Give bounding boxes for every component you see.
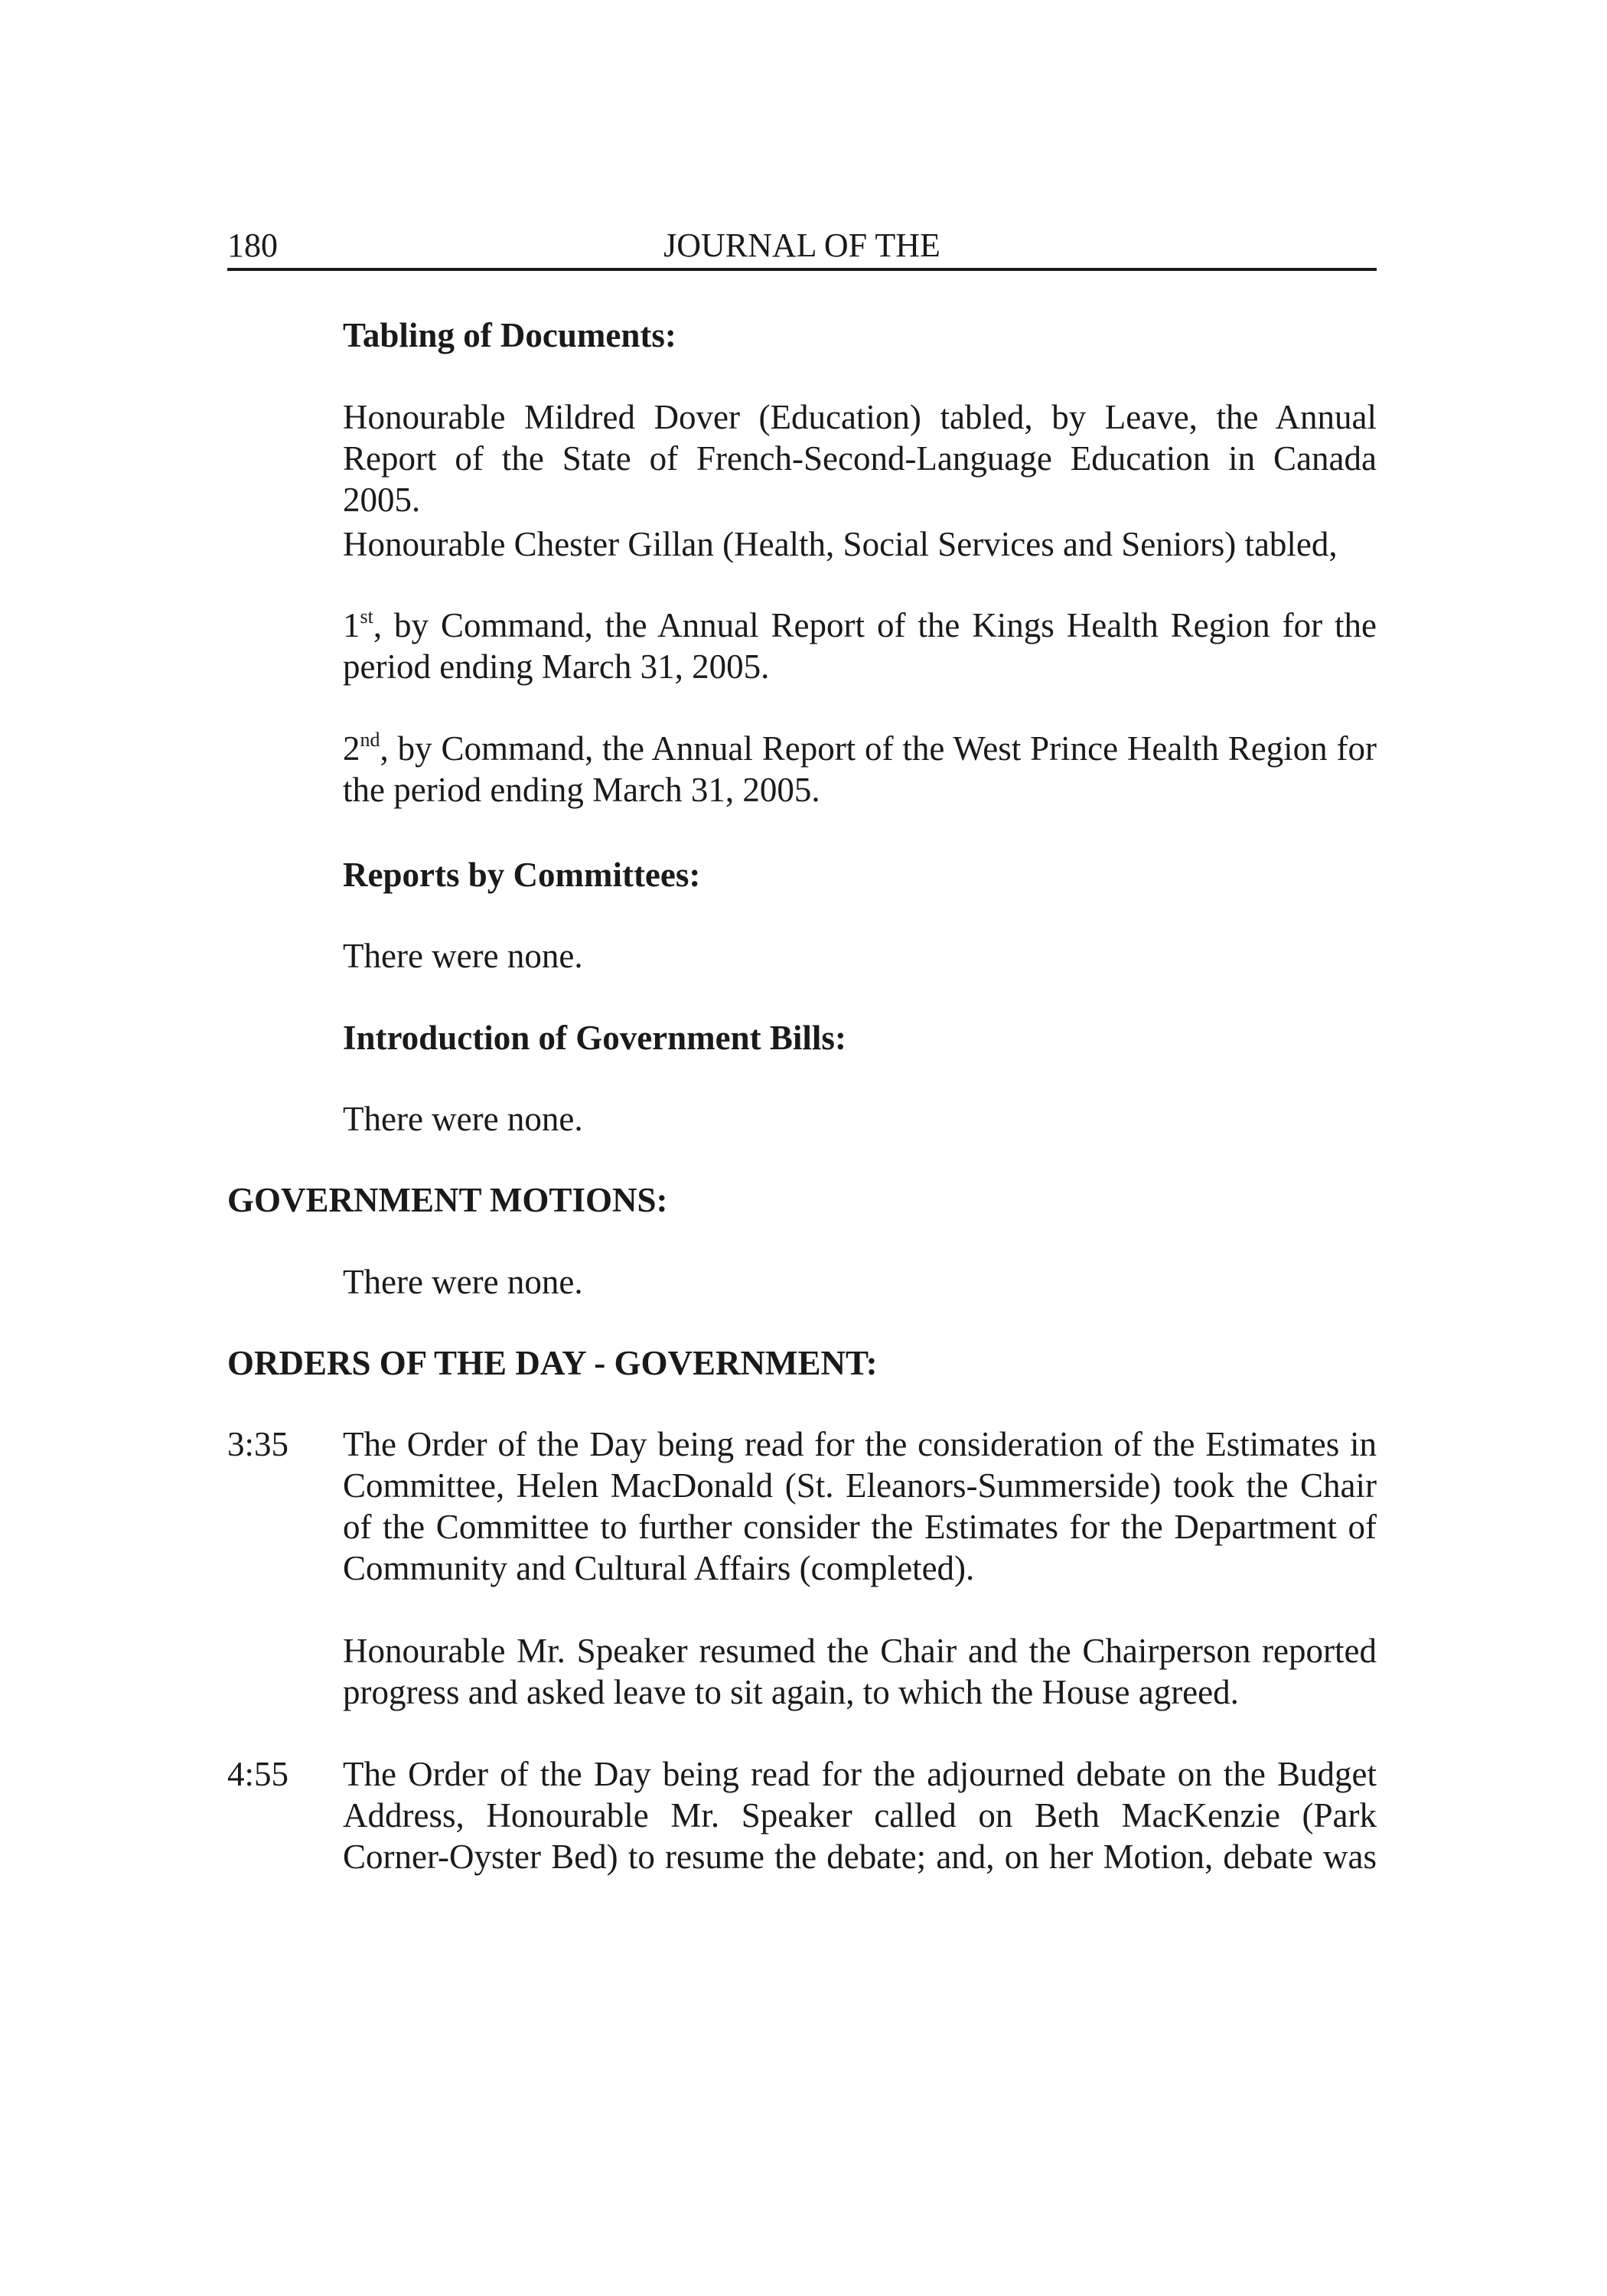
tabling-item-second (343, 728, 1377, 810)
orders-entry-followup: Honourable Mr. Speaker resumed the Chair and the Chairperson reported progress and asked leave to sit again, to which the House agreed. (343, 1632, 1377, 1711)
tabling-item-first (343, 605, 1377, 687)
page-number: 180 (227, 227, 278, 264)
ordinal-suffix: nd (360, 729, 380, 751)
reports-heading: Reports by Committees: (343, 856, 701, 894)
entry-time: 4:55 (227, 1755, 289, 1793)
tabling-paragraph-gillan: Honourable Chester Gillan (Health, Social Services and Seniors) tabled, (343, 525, 1338, 563)
entry-time: 3:35 (227, 1425, 289, 1463)
motions-heading: GOVERNMENT MOTIONS: (227, 1181, 668, 1219)
orders-heading: ORDERS OF THE DAY - GOVERNMENT: (227, 1344, 878, 1382)
reports-text: There were none. (343, 937, 583, 975)
orders-entry-budget: The Order of the Day being read for the adjourned debate on the Budget Address, Honourable Mr. Speaker called on Beth MacKenzie (Park Corner-Oyster Bed) to resume the debate; and, on her Motion, debate was (343, 1755, 1377, 1876)
ordinal-suffix: st (360, 605, 373, 628)
page-header (227, 223, 1377, 271)
item-text: , by Command, the Annual Report of the West Prince Health Region for the period ending March 31, 2005. (343, 729, 1377, 809)
item-text: , by Command, the Annual Report of the Kings Health Region for the period ending March 31, 2005. (343, 606, 1377, 686)
motions-text: There were none. (343, 1263, 583, 1301)
item-ordinal: 1 (343, 606, 360, 644)
orders-entry-estimates: The Order of the Day being read for the consideration of the Estimates in Committee, Helen MacDonald (St. Eleanors-Summerside) took the Chair of the Committee to further consider the Estimates for the Department of Community and Cultural Affairs (completed). (343, 1425, 1377, 1587)
running-title: JOURNAL OF THE (663, 227, 940, 264)
tabling-paragraph-dover: Honourable Mildred Dover (Education) tabled, by Leave, the Annual Report of the State of French-Second-Language Education in Canada 2005. (343, 398, 1377, 519)
bills-text: There were none. (343, 1100, 583, 1138)
item-ordinal: 2 (343, 729, 360, 768)
tabling-heading: Tabling of Documents: (343, 316, 676, 354)
bills-heading: Introduction of Government Bills: (343, 1019, 846, 1057)
